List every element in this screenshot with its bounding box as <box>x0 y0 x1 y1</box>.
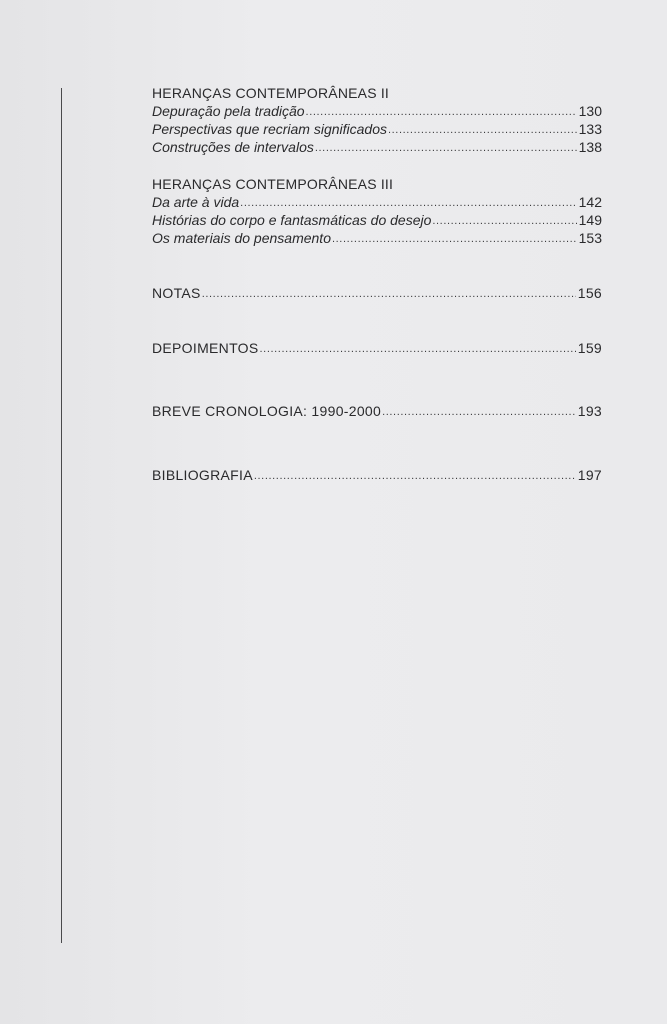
dot-leader <box>388 119 577 139</box>
dot-leader <box>260 338 576 358</box>
dot-leader <box>315 137 577 157</box>
toc-entry-notas[interactable] <box>152 284 602 302</box>
section-heading: HERANÇAS CONTEMPORÂNEAS III <box>152 176 394 192</box>
toc-entry-title: Da arte à vida <box>152 194 240 210</box>
toc-entry-page: 159 <box>577 340 602 356</box>
toc-entry-title: DEPOIMENTOS <box>152 340 259 356</box>
toc-entry-title: Histórias do corpo e fantasmáticas do desejo <box>152 212 432 228</box>
dot-leader <box>240 192 576 212</box>
toc-entry-breve-cronologia[interactable] <box>152 402 602 420</box>
vertical-rule <box>61 88 62 943</box>
dot-leader <box>382 401 576 421</box>
toc-entry[interactable] <box>152 211 602 229</box>
toc-entry-page: 197 <box>577 467 602 483</box>
toc-entry-title: Construções de intervalos <box>152 139 314 155</box>
toc-entry-depoimentos[interactable] <box>152 339 602 357</box>
toc-entry-page: 138 <box>578 139 602 155</box>
toc-entry-bibliografia[interactable] <box>152 466 602 484</box>
toc-entry-page: 156 <box>577 285 602 301</box>
toc-section-herancas-iii <box>152 175 602 247</box>
dot-leader <box>202 283 576 303</box>
toc-bibliografia <box>152 466 602 484</box>
toc-entry-page: 142 <box>578 194 602 210</box>
toc-entry-title: NOTAS <box>152 285 201 301</box>
toc-entry-title: Perspectivas que recriam significados <box>152 121 387 137</box>
toc-entry[interactable] <box>152 120 602 138</box>
toc-entry-title: BREVE CRONOLOGIA: 1990-2000 <box>152 403 382 419</box>
toc-entry-page: 149 <box>578 212 602 228</box>
toc-entry-title: Depuração pela tradição <box>152 103 305 119</box>
toc-entry-page: 133 <box>578 121 602 137</box>
toc-entry-title: Os materiais do pensamento <box>152 230 331 246</box>
toc-entry[interactable] <box>152 229 602 247</box>
toc-entry-page: 153 <box>578 230 602 246</box>
dot-leader <box>306 101 577 121</box>
toc-entry[interactable] <box>152 102 602 120</box>
toc-entry[interactable] <box>152 193 602 211</box>
toc-entry-page: 130 <box>578 103 602 119</box>
toc-entry[interactable] <box>152 138 602 156</box>
dot-leader <box>254 465 576 485</box>
toc-notas <box>152 284 602 302</box>
toc-depoimentos <box>152 339 602 357</box>
toc-breve-cronologia <box>152 402 602 420</box>
dot-leader <box>332 228 577 248</box>
section-heading: HERANÇAS CONTEMPORÂNEAS II <box>152 85 390 101</box>
dot-leader <box>432 210 576 230</box>
toc-section-herancas-ii <box>152 84 602 156</box>
toc-entry-page: 193 <box>577 403 602 419</box>
toc-entry-title: BIBLIOGRAFIA <box>152 467 253 483</box>
